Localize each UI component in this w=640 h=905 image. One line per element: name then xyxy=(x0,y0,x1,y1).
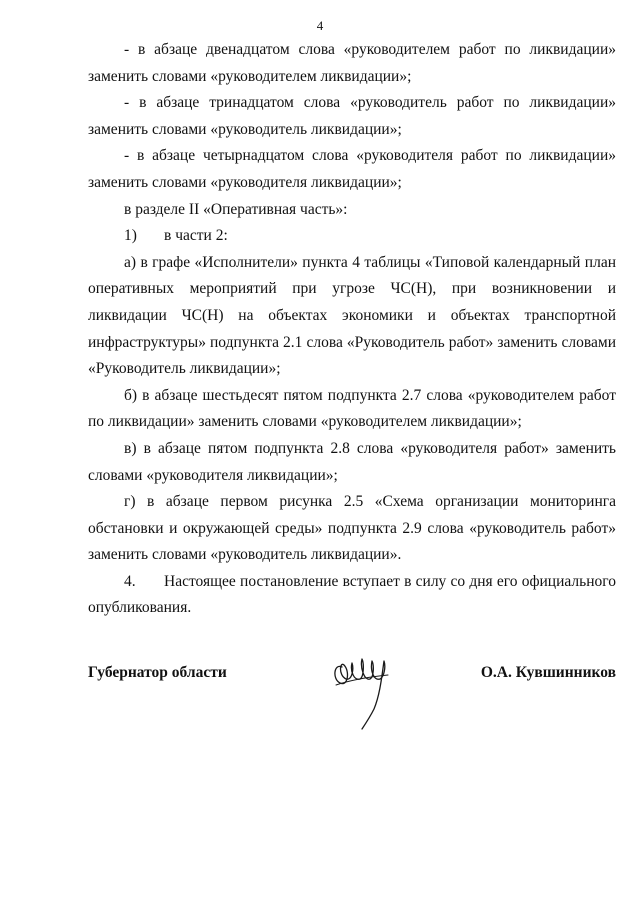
item-text: в части 2: xyxy=(164,227,228,245)
paragraph-item-4 xyxy=(88,569,616,622)
item-number: 4. xyxy=(124,572,136,590)
paragraph-subitem-v: в) в абзаце пятом подпункта 2.8 слова «руководителя работ» заменить словами «руководителя ликвидации»; xyxy=(88,439,616,484)
paragraph-subitem-g: г) в абзаце первом рисунка 2.5 «Схема организации мониторинга обстановки и окружающей среды» подпункта 2.9 слова «руководитель работ» заменить словами «руководитель ликвидации». xyxy=(88,493,616,564)
signer-name: О.А. Кувшинников xyxy=(480,664,616,681)
paragraph-item-1 xyxy=(88,223,616,250)
signer-title: Губернатор области xyxy=(88,664,227,681)
item-text: Настоящее постановление вступает в силу со дня его официального опубликования. xyxy=(88,572,616,617)
paragraph-subitem-b: б) в абзаце шестьдесят пятом подпункта 2.7 слова «руководителем работ по ликвидации» заменить словами «руководителем ликвидации»; xyxy=(88,386,616,431)
paragraph-abzac-14: - в абзаце четырнадцатом слова «руководителя работ по ликвидации» заменить словами «руководителя ликвидации»; xyxy=(88,147,616,191)
item-number: 1) xyxy=(124,227,137,245)
paragraph-section-ii: в разделе II «Оперативная часть»: xyxy=(124,200,348,218)
page-number: 4 xyxy=(316,18,324,33)
paragraph-abzac-13: - в абзаце тринадцатом слова «руководитель работ по ликвидации» заменить словами «руководитель ликвидации»; xyxy=(88,94,616,138)
handwritten-signature xyxy=(328,645,398,735)
document-body xyxy=(88,37,616,622)
paragraph-subitem-a: а) в графе «Исполнители» пункта 4 таблицы «Типовой календарный план оперативных мероприятий при угрозе ЧС(Н), при возникновении и ликвидации ЧС(Н) на объектах экономики и объектах транспортной инфраструктуры» подпункта 2.1 слова «Руководитель работ» заменить словами «Руководитель ликвидации»; xyxy=(88,253,616,378)
paragraph-abzac-12: - в абзаце двенадцатом слова «руководителем работ по ликвидации» заменить словами «руководителем ликвидации»; xyxy=(88,41,616,85)
